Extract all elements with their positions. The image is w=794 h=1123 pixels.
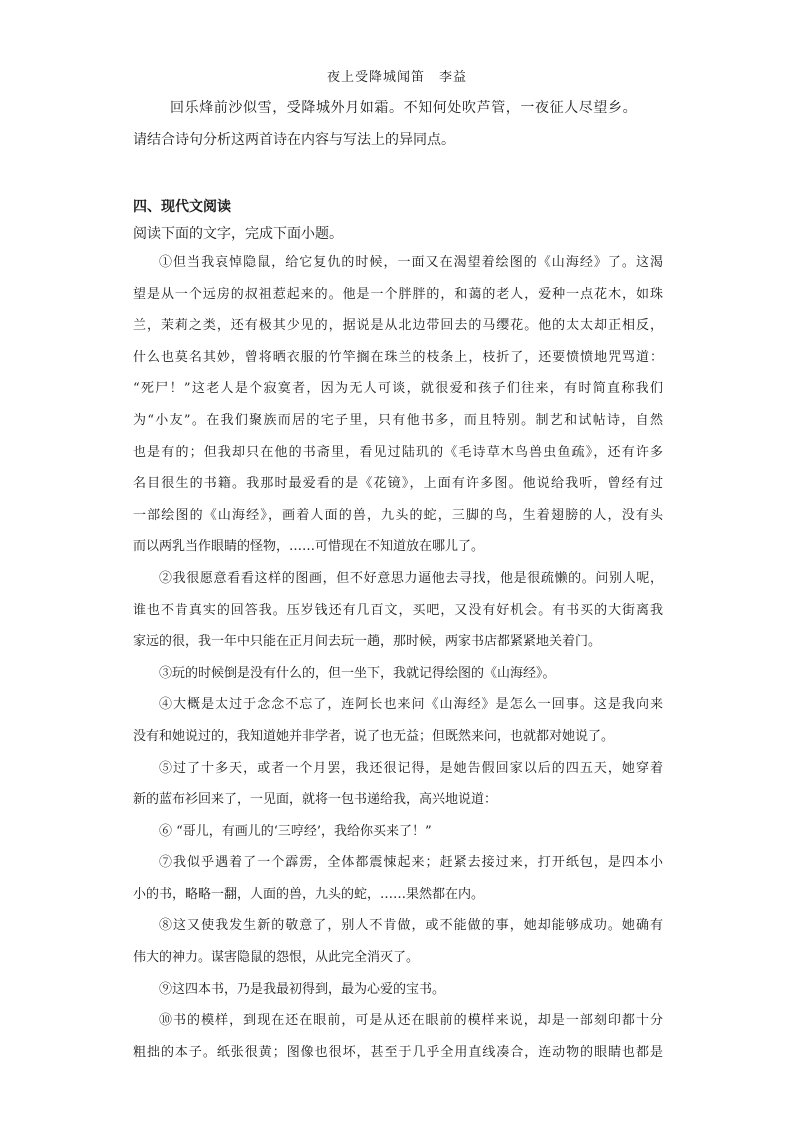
article-line: 兰，茉莉之类，还有极其少见的，据说是从北边带回去的马缨花。他的太太却正相反， [133,318,663,334]
article-line: “死尸！”这老人是个寂寞者，因为无人可谈，就很爱和孩子们往来，有时简直称我们 [133,381,663,397]
article-body [133,247,663,1068]
article-line: 伟大的神力。谋害隐鼠的怨恨，从此完全消灭了。 [133,950,420,966]
article-line: ⑥ “哥儿，有画儿的‘三哼经’，我给你买来了！” [159,823,432,839]
question-text: 请结合诗句分析这两首诗在内容与写法上的异同点。 [133,132,455,148]
article-line: 而以两乳当作眼睛的怪物，……可惜现在不知道放在哪儿了。 [133,539,485,555]
article-line: ⑦我似乎遇着了一个霹雳，全体都震悚起来；赶紧去接过来，打开纸包，是四本小 [159,855,663,871]
reading-instruction: 阅读下面的文字，完成下面小题。 [133,226,343,242]
article-line: 新的蓝布衫回来了，一见面，就将一包书递给我，高兴地说道： [133,792,498,808]
article-line: 小的书，略略一翻，人面的兽，九头的蛇，……果然都在内。 [133,886,485,902]
poem-text: 回乐烽前沙似雪，受降城外月如霜。不知何处吹芦管，一夜征人尽望乡。 [170,100,638,116]
article-line: 没有和她说过的，我知道她并非学者，说了也无益；但既然来问，也就都对她说了。 [133,728,615,744]
article-line: 为“小友”。在我们聚族而居的宅子里，只有他书多，而且特别。制艺和试帖诗，自然 [133,412,663,428]
article-line: ③玩的时候倒是没有什么的，但一坐下，我就记得绘图的《山海经》。 [159,665,556,681]
article-line: ⑧这又使我发生新的敬意了，别人不肯做，或不能做的事，她却能够成功。她确有 [159,918,663,934]
article-line: ⑤过了十多天，或者一个月罢，我还很记得，是她告假回家以后的四五天，她穿着 [159,760,663,776]
article-line: ⑨这四本书，乃是我最初得到，最为心爱的宝书。 [159,981,446,997]
article-line: 望是从一个远房的叔祖惹起来的。他是一个胖胖的，和蔼的老人，爱种一点花木，如珠 [133,286,663,302]
article-line: ④大概是太过于念念不忘了，连阿长也来问《山海经》是怎么一回事。这是我向来 [159,697,663,713]
article-line: ⑩书的模样，到现在还在眼前，可是从还在眼前的模样来说，却是一部刻印都十分 [159,1013,663,1029]
article-line: ①但当我哀悼隐鼠，给它复仇的时候，一面又在渴望着绘图的《山海经》了。这渴 [159,255,663,270]
article-line: ②我很愿意看看这样的图画，但不好意思力逼他去寻找，他是很疏懒的。问别人呢， [159,570,663,586]
article-line: 粗拙的本子。纸张很黄；图像也很坏，甚至于几乎全用直线凑合，连动物的眼睛也都是 [133,1044,663,1060]
article-line: 什么也莫名其妙，曾将晒衣服的竹竿搁在珠兰的枝条上，枝折了，还要愤愤地咒骂道： [133,349,663,365]
article-line: 一部绘图的《山海经》，画着人面的兽，九头的蛇，三脚的鸟，生着翅膀的人，没有头 [133,507,663,523]
article-line: 也是有的；但我却只在他的书斋里，看见过陆玑的《毛诗草木鸟兽虫鱼疏》，还有许多 [133,444,663,460]
article-line: 名目很生的书籍。我那时最爱看的是《花镜》，上面有许多图。他说给我听，曾经有过 [133,476,663,492]
section-heading: 四、现代文阅读 [133,199,231,215]
article-line: 谁也不肯真实的回答我。压岁钱还有几百文，买吧，又没有好机会。有书买的大街离我 [133,602,663,618]
poem-title: 夜上受降城闻笛 李益 [326,70,467,85]
article-line: 家远的很，我一年中只能在正月间去玩一趟，那时候，两家书店都紧紧地关着门。 [133,634,602,650]
